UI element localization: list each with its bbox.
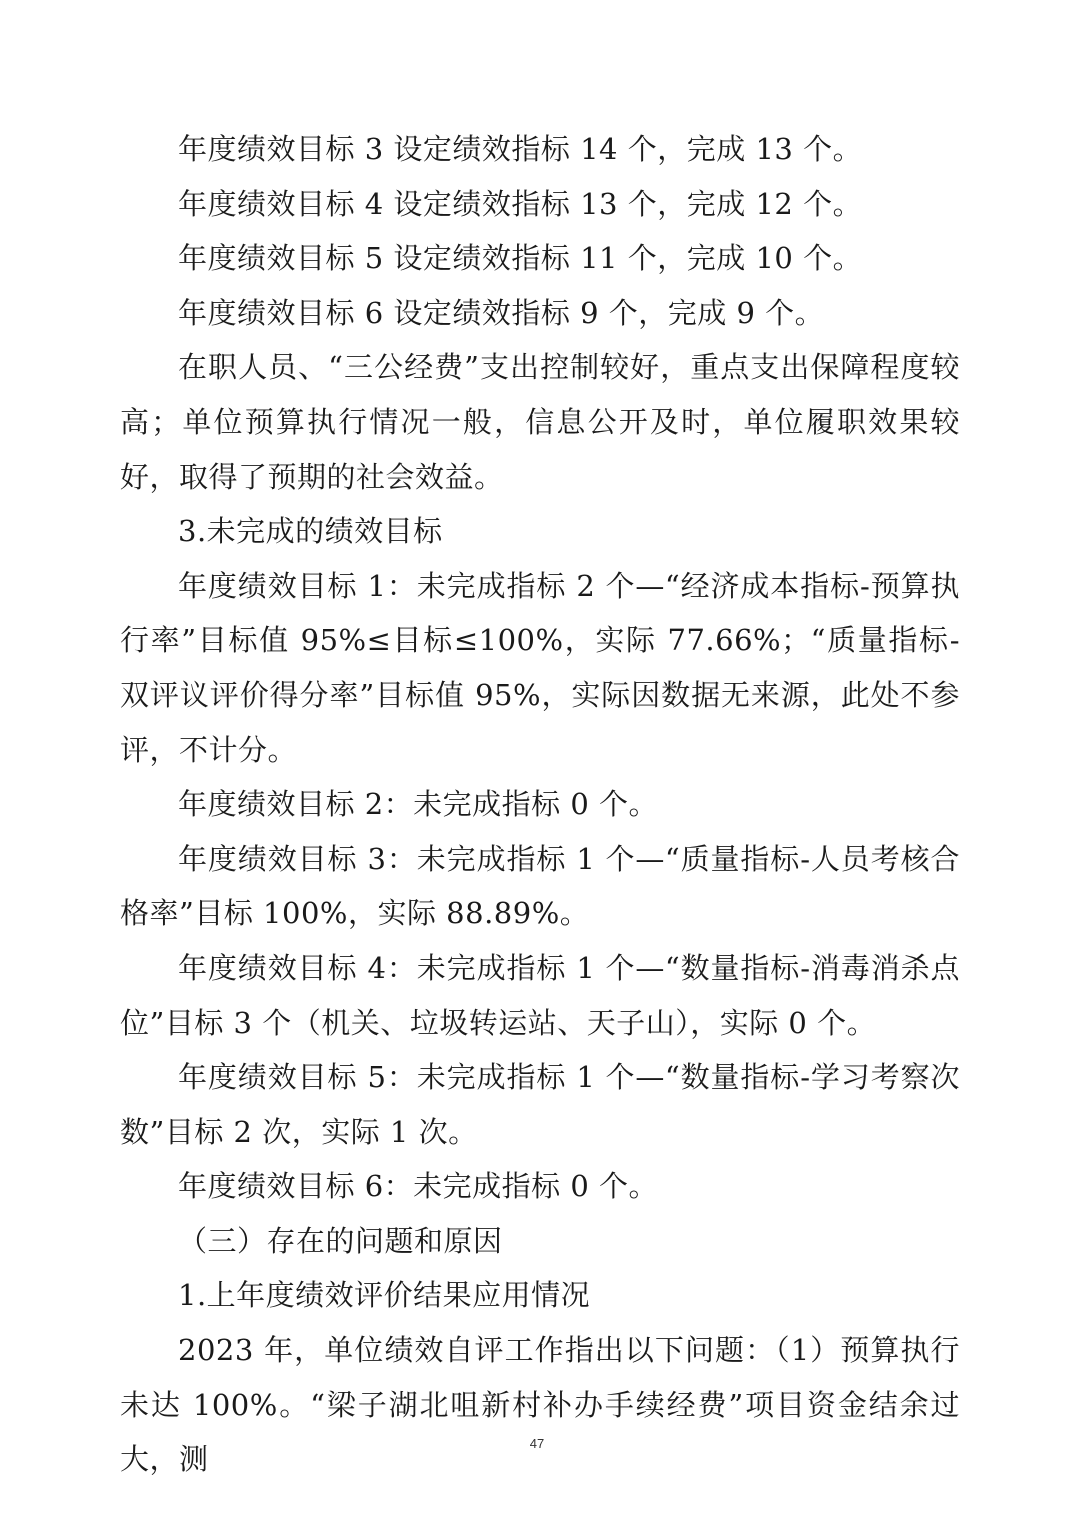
document-body <box>120 122 960 1487</box>
paragraph-goal5-summary: 年度绩效目标 5 设定绩效指标 11 个，完成 10 个。 <box>178 241 863 276</box>
paragraph-goal5-unfinished: 年度绩效目标 5：未完成指标 1 个—“数量指标-学习考察次数”目标 2 次，实际 1 次。 <box>120 1060 960 1149</box>
paragraph-2023-self-evaluation: 2023 年，单位绩效自评工作指出以下问题：（1）预算执行未达 100%。“梁子湖北咀新村补办手续经费”项目资金结余过大，测 <box>120 1333 960 1477</box>
paragraph-goal4-unfinished: 年度绩效目标 4：未完成指标 1 个—“数量指标-消毒消杀点位”目标 3 个（机关、垃圾转运站、天子山），实际 0 个。 <box>120 950 960 1040</box>
page-number: 47 <box>529 1436 545 1451</box>
paragraph-goal1-unfinished: 年度绩效目标 1：未完成指标 2 个—“经济成本指标-预算执行率”目标值 95%≤目标≤100%，实际 77.66%；“质量指标-双评议评价得分率”目标值 95%，实际因数据无来源，此处不参评，不计分。 <box>120 568 960 767</box>
heading-prior-year-results: 1.上年度绩效评价结果应用情况 <box>178 1278 591 1313</box>
paragraph-goal4-summary: 年度绩效目标 4 设定绩效指标 13 个，完成 12 个。 <box>178 186 863 221</box>
paragraph-goal6-summary: 年度绩效目标 6 设定绩效指标 9 个，完成 9 个。 <box>178 295 825 330</box>
paragraph-goal2-unfinished: 年度绩效目标 2：未完成指标 0 个。 <box>178 787 659 822</box>
paragraph-overall-assessment: 在职人员、“三公经费”支出控制较好，重点支出保障程度较高；单位预算执行情况一般，信息公开及时，单位履职效果较好，取得了预期的社会效益。 <box>120 350 960 494</box>
paragraph-goal3-unfinished: 年度绩效目标 3：未完成指标 1 个—“质量指标-人员考核合格率”目标 100%，实际 88.89%。 <box>120 841 960 931</box>
paragraph-goal6-unfinished: 年度绩效目标 6：未完成指标 0 个。 <box>178 1169 659 1204</box>
heading-problems-and-causes: （三）存在的问题和原因 <box>178 1223 503 1258</box>
heading-unfinished-goals: 3.未完成的绩效目标 <box>178 514 443 549</box>
paragraph-goal3-summary: 年度绩效目标 3 设定绩效指标 14 个，完成 13 个。 <box>178 132 863 166</box>
